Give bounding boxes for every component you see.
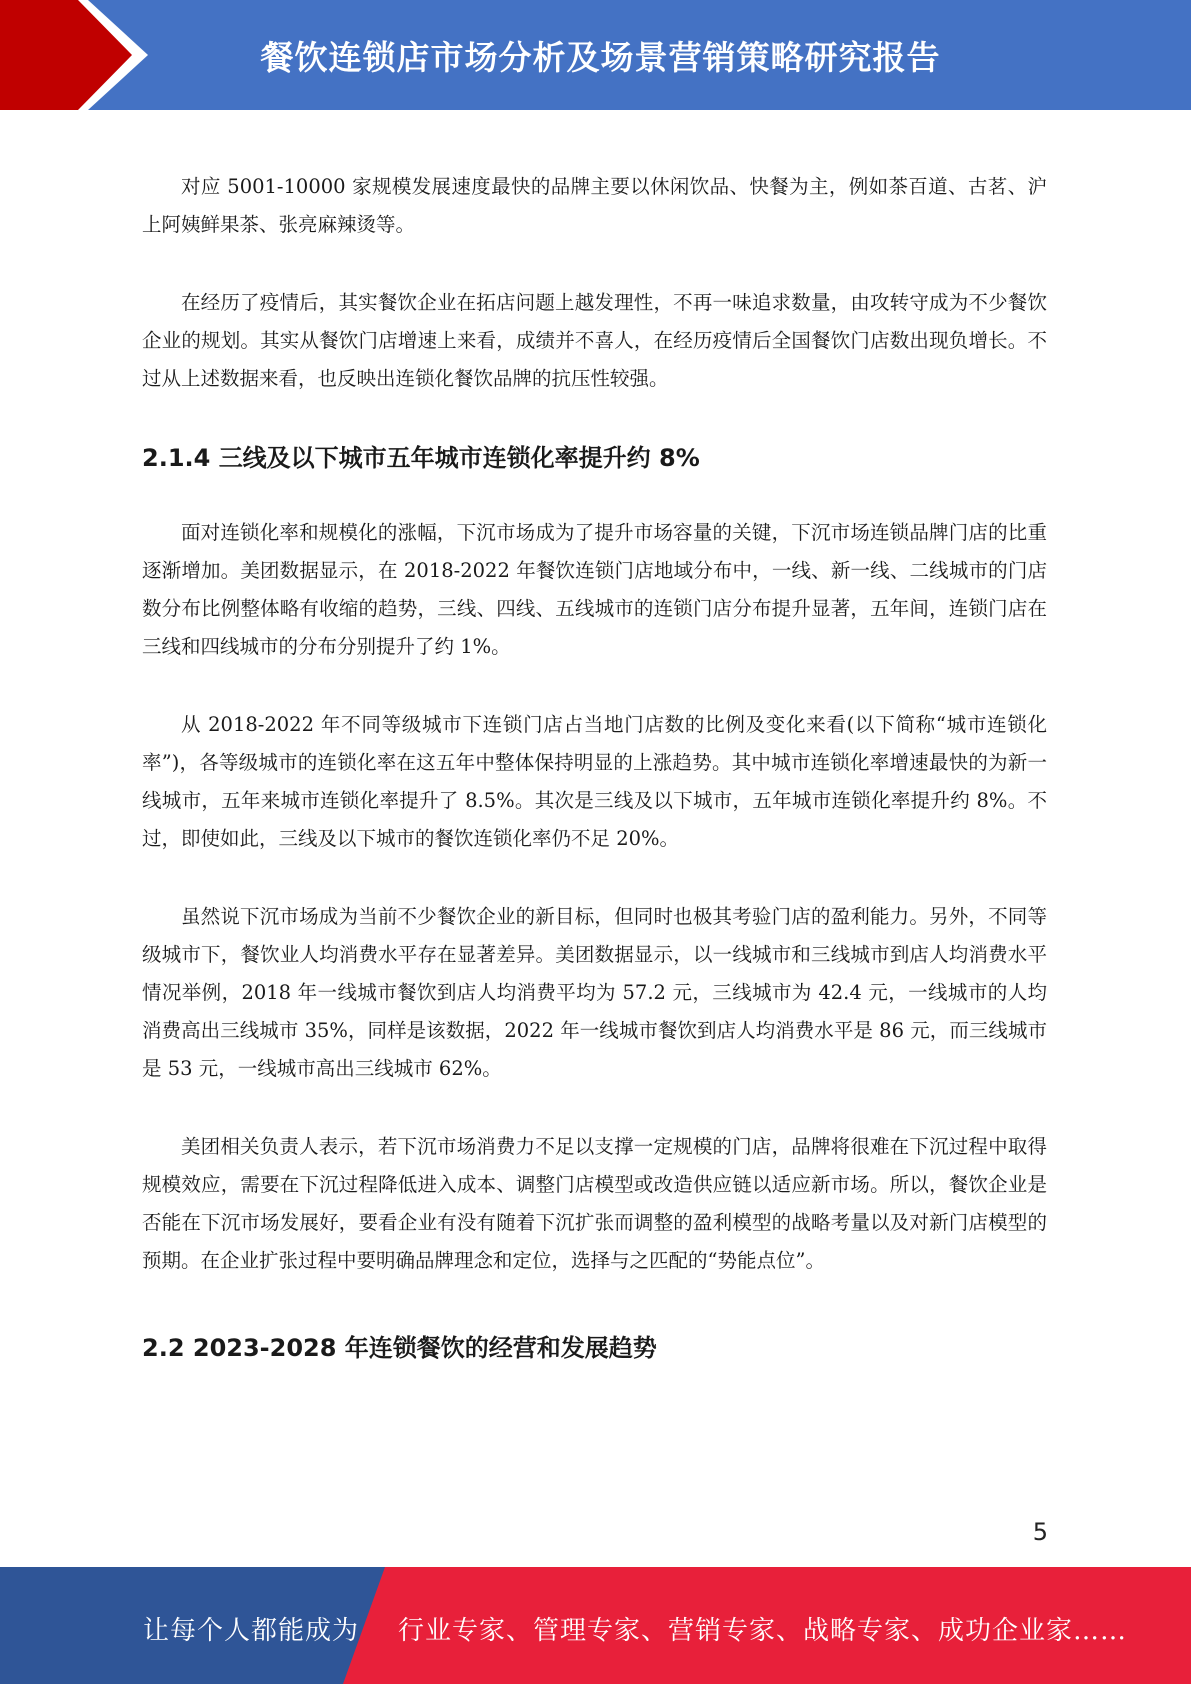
paragraph-3: 面对连锁化率和规模化的涨幅，下沉市场成为了提升市场容量的关键，下沉市场连锁品牌门店的比重逐渐增加。美团数据显示，在 2018-2022 年餐饮连锁门店地域分布中，一线、新一线、二线城市的门店数分布比例整体略有收缩的趋势，三线、四线、五线城市的连锁门店分布提升显著，五年间，连锁门店在三线和四线城市的分布分别提升了约 1%。 (142, 521, 1047, 658)
footer-slogan-left: 让每个人都能成为 (143, 1616, 360, 1646)
paragraph-5: 虽然说下沉市场成为当前不少餐饮企业的新目标，但同时也极其考验门店的盈利能力。另外，不同等级城市下，餐饮业人均消费水平存在显著差异。美团数据显示，以一线城市和三线城市到店人均消费水平情况举例，2018 年一线城市餐饮到店人均消费平均为 57.2 元，三线城市为 42.4 元，一线城市的人均消费高出三线城市 35%，同样是该数据，2022 年一线城市餐饮到店人均消费水平是 86 元，而三线城市是 53 元，一线城市高出三线城市 62%。 (142, 905, 1047, 1080)
paragraph-1: 对应 5001-10000 家规模发展速度最快的品牌主要以休闲饮品、快餐为主，例如茶百道、古茗、沪上阿姨鲜果茶、张亮麻辣烫等。 (142, 175, 1047, 236)
paragraph-4: 从 2018-2022 年不同等级城市下连锁门店占当地门店数的比例及变化来看(以下简称“城市连锁化率”)，各等级城市的连锁化率在这五年中整体保持明显的上涨趋势。其中城市连锁化率增速最快的为新一线城市，五年来城市连锁化率提升了 8.5%。其次是三线及以下城市，五年城市连锁化率提升约 8%。不过，即使如此，三线及以下城市的餐饮连锁化率仍不足 20%。 (142, 713, 1047, 850)
document-body (142, 168, 1047, 1368)
section-heading-2-1-4: 2.1.4 三线及以下城市五年城市连锁化率提升约 8% (142, 444, 700, 472)
paragraph-6: 美团相关负责人表示，若下沉市场消费力不足以支撑一定规模的门店，品牌将很难在下沉过程中取得规模效应，需要在下沉过程降低进入成本、调整门店模型或改造供应链以适应新市场。所以，餐饮企业是否能在下沉市场发展好，要看企业有没有随着下沉扩张而调整的盈利模型的战略考量以及对新门店模型的预期。在企业扩张过程中要明确品牌理念和定位，选择与之匹配的“势能点位”。 (142, 1135, 1047, 1272)
page-number: 5 (1032, 1518, 1048, 1546)
footer-slogan-right: 行业专家、管理专家、营销专家、战略专家、成功企业家…… (398, 1616, 1128, 1646)
paragraph-2: 在经历了疫情后，其实餐饮企业在拓店问题上越发理性，不再一味追求数量，由攻转守成为不少餐饮企业的规划。其实从餐饮门店增速上来看，成绩并不喜人，在经历疫情后全国餐饮门店数出现负增长。不过从上述数据来看，也反映出连锁化餐饮品牌的抗压性较强。 (142, 291, 1047, 390)
section-heading-2-2: 2.2 2023-2028 年连锁餐饮的经营和发展趋势 (142, 1334, 657, 1362)
report-title: 餐饮连锁店市场分析及场景营销策略研究报告 (260, 37, 941, 77)
